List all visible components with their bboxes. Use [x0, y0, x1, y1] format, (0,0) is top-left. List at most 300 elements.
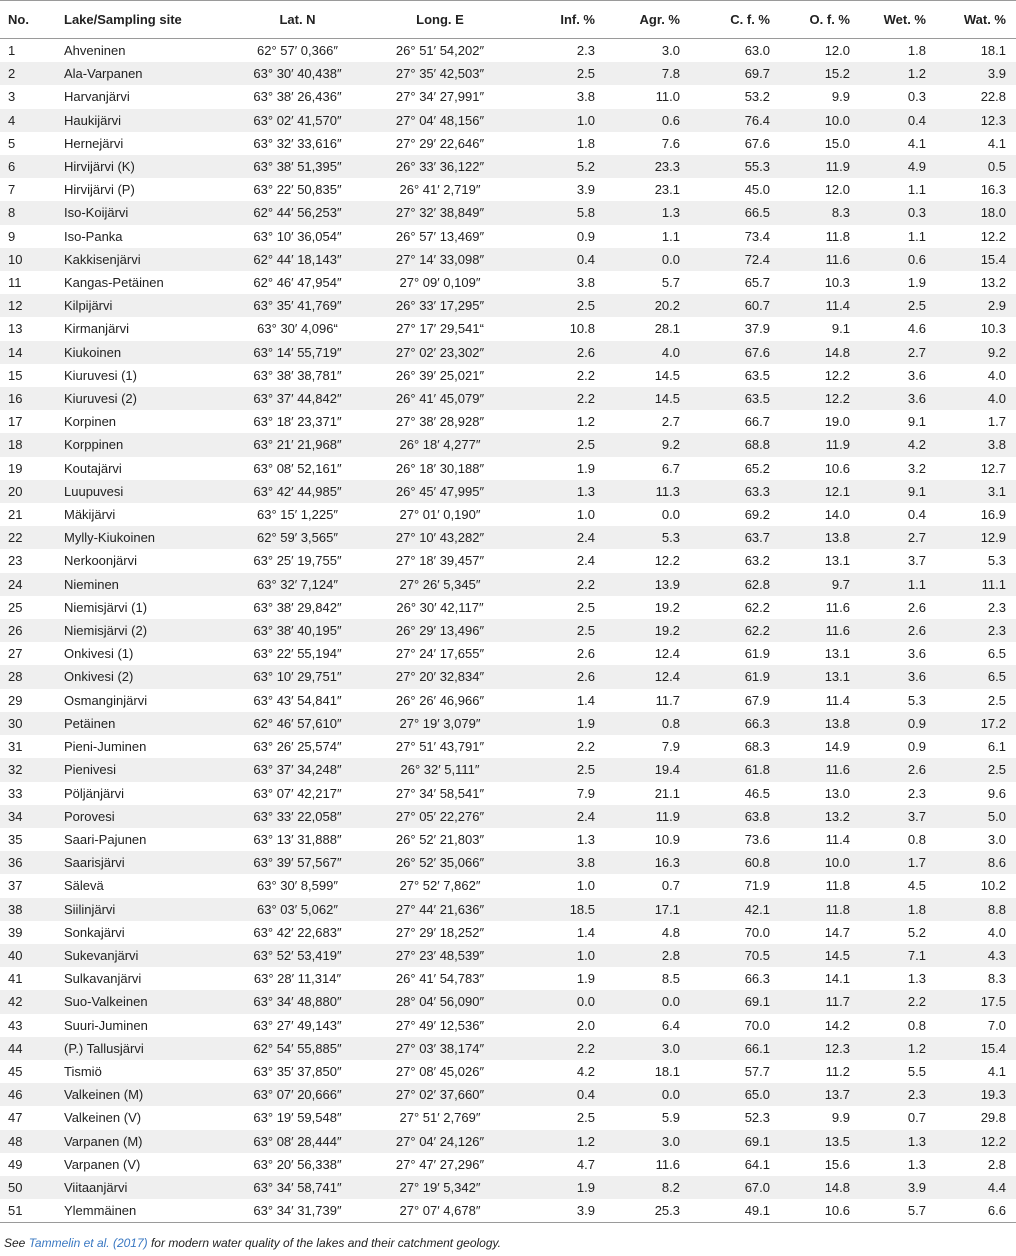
footnote-reference-link[interactable]: Tammelin et al. (2017)	[28, 1236, 148, 1250]
cell-lake-name: Pieni-Juminen	[64, 739, 147, 755]
cell-wat: 18.0	[980, 205, 1006, 221]
cell-agr: 3.0	[661, 1133, 680, 1149]
cell-longitude: 27° 49′ 12,536″	[395, 1017, 485, 1033]
cell-longitude: 26° 45′ 47,995″	[395, 483, 485, 499]
cell-wat: 2.5	[987, 692, 1006, 708]
cell-agr: 11.7	[655, 692, 680, 708]
cell-agr: 12.4	[654, 646, 680, 662]
cell-of: 11.7	[825, 994, 850, 1010]
cell-wet: 1.8	[907, 43, 926, 58]
cell-latitude: 63° 07′ 42,217″	[253, 785, 342, 801]
cell-latitude: 63° 37′ 44,842″	[253, 391, 342, 407]
cell-wat: 6.6	[936, 1199, 1016, 1223]
cell-agr: 21.1	[654, 785, 680, 801]
cell-no: 37	[8, 878, 23, 894]
cell-of: 15.6	[824, 1156, 850, 1172]
table-row	[0, 364, 1016, 387]
cell-agr: 9.2	[661, 437, 680, 453]
cell-agr: 10.9	[654, 831, 680, 847]
cell-cf: 66.7	[744, 414, 770, 430]
cell-agr: 5.9	[661, 1110, 680, 1126]
cell-wet: 0.4	[907, 112, 926, 128]
cell-wet: 3.9	[907, 1179, 926, 1195]
table-row	[0, 828, 1016, 851]
cell-no: 47	[8, 1110, 23, 1126]
cell-cf: 60.7	[744, 298, 770, 314]
cell-agr: 11.0	[655, 89, 680, 105]
cell-agr: 19.2	[654, 599, 680, 615]
cell-of: 11.6	[825, 623, 850, 639]
table-row	[0, 62, 1016, 85]
cell-wet: 2.6	[907, 762, 926, 778]
cell-of: 13.1	[824, 553, 850, 569]
header-lake-site: Lake/Sampling site	[60, 1, 225, 39]
cell-lake-name: Kangas-Petäinen	[64, 275, 164, 291]
cell-inf: 4.7	[576, 1156, 595, 1172]
cell-inf: 2.2	[576, 367, 595, 383]
cell-inf: 2.5	[576, 623, 595, 639]
cell-longitude: 27° 20′ 32,834″	[395, 669, 485, 685]
cell-latitude: 63° 39′ 57,567″	[253, 855, 342, 871]
cell-wat: 8.3	[987, 971, 1006, 987]
cell-latitude: 63° 30′ 40,438″	[253, 66, 342, 82]
cell-wet: 2.7	[907, 344, 926, 360]
table-row	[0, 132, 1016, 155]
cell-wat: 10.3	[980, 321, 1006, 337]
cell-no: 20	[8, 483, 23, 499]
cell-longitude: 27° 04′ 24,126″	[395, 1133, 485, 1149]
cell-inf: 4.2	[576, 1063, 595, 1079]
cell-longitude: 26° 30′ 42,117″	[396, 599, 484, 615]
cell-inf: 2.6	[576, 669, 595, 685]
cell-longitude: 27° 19′ 3,079″	[399, 715, 481, 731]
cell-cf: 61.9	[744, 669, 770, 685]
cell-cf: 69.1	[744, 1133, 770, 1149]
cell-no: 17	[8, 414, 23, 430]
cell-of: 19.0	[824, 414, 850, 430]
cell-latitude: 63° 32′ 7,124″	[257, 576, 338, 592]
cell-no: 43	[8, 1017, 23, 1033]
cell-no: 14	[8, 344, 23, 360]
cell-wet: 2.3	[907, 1087, 926, 1103]
cell-lake-name: Pienivesi	[64, 762, 117, 778]
table-row	[0, 990, 1016, 1013]
header-row	[0, 1, 1016, 39]
header-wet: Wet. %	[860, 1, 936, 39]
cell-inf: 0.4	[576, 251, 595, 267]
cell-lake-name: Luupuvesi	[64, 483, 124, 499]
cell-longitude: 27° 19′ 5,342″	[399, 1179, 481, 1195]
cell-wat: 16.9	[980, 507, 1006, 523]
cell-wet: 7.1	[907, 947, 926, 963]
cell-lake-name: Mylly-Kiukoinen	[64, 530, 156, 546]
cell-of: 11.4	[825, 298, 850, 314]
table-row	[0, 898, 1016, 921]
cell-inf: 1.3	[576, 483, 595, 499]
cell-no: 3	[8, 89, 16, 105]
cell-longitude: 27° 34′ 58,541″	[395, 785, 485, 801]
cell-no: 51	[0, 1199, 60, 1223]
cell-no: 5	[8, 135, 16, 151]
header-no: No.	[0, 1, 60, 39]
cell-lake-name: Hirvijärvi (K)	[64, 159, 135, 175]
cell-cf: 73.6	[744, 831, 770, 847]
cell-latitude: 63° 38′ 40,195″	[253, 623, 342, 639]
cell-no: 45	[8, 1063, 23, 1079]
cell-inf: 1.9	[576, 715, 595, 731]
cell-wet: 5.7	[860, 1199, 936, 1223]
cell-longitude: 26° 51′ 54,202″	[395, 43, 485, 58]
cell-lake-name: Sulkavanjärvi	[64, 971, 142, 987]
cell-latitude: 62° 44′ 18,143″	[253, 251, 342, 267]
table-row	[0, 665, 1016, 688]
cell-lake-name: Suuri-Juminen	[64, 1017, 148, 1033]
cell-no: 39	[8, 924, 23, 940]
cell-agr: 18.1	[654, 1063, 680, 1079]
cell-no: 48	[8, 1133, 23, 1149]
cell-no: 8	[8, 205, 16, 221]
cell-latitude: 62° 44′ 56,253″	[253, 205, 342, 221]
cell-of: 13.2	[824, 808, 850, 824]
table-row	[0, 39, 1016, 63]
cell-no: 19	[8, 460, 23, 476]
cell-wet: 5.5	[907, 1063, 926, 1079]
cell-inf: 2.2	[576, 576, 595, 592]
cell-wat: 7.0	[987, 1017, 1006, 1033]
table-row	[0, 735, 1016, 758]
cell-wet: 0.3	[907, 205, 926, 221]
cell-wet: 1.1	[907, 228, 926, 244]
table-row	[0, 1153, 1016, 1176]
cell-no: 12	[8, 298, 23, 314]
cell-no: 21	[8, 507, 23, 523]
cell-wet: 1.1	[907, 182, 926, 198]
cell-longitude: 27° 35′ 42,503″	[395, 66, 485, 82]
cell-agr: 14.5	[654, 367, 680, 383]
cell-wat: 6.1	[987, 739, 1006, 755]
cell-wat: 16.3	[980, 182, 1006, 198]
cell-inf: 3.8	[576, 275, 595, 291]
cell-lake-name: Valkeinen (M)	[64, 1087, 144, 1103]
cell-of: 9.7	[831, 576, 850, 592]
cell-of: 10.6	[824, 460, 850, 476]
cell-inf: 2.5	[576, 66, 595, 82]
cell-lake-name: Sonkajärvi	[64, 924, 125, 940]
cell-lake-name: Petäinen	[64, 715, 116, 731]
table-row	[0, 1106, 1016, 1129]
cell-cf: 62.2	[744, 623, 770, 639]
cell-wat: 4.1	[987, 1063, 1006, 1079]
cell-cf: 70.0	[744, 1017, 770, 1033]
cell-longitude: 27° 18′ 39,457″	[395, 553, 485, 569]
cell-lake-name: Ahveninen	[64, 43, 126, 58]
cell-wat: 12.3	[980, 112, 1006, 128]
table-row	[0, 1176, 1016, 1199]
cell-of: 11.2	[825, 1063, 850, 1079]
cell-inf: 1.2	[576, 1133, 595, 1149]
cell-cf: 45.0	[744, 182, 770, 198]
cell-wat: 2.3	[987, 623, 1006, 639]
cell-inf: 2.5	[576, 437, 595, 453]
cell-lake-name: Onkivesi (2)	[64, 669, 134, 685]
cell-wet: 5.3	[907, 692, 926, 708]
cell-longitude: 26° 57′ 13,469″	[395, 228, 485, 244]
cell-latitude: 62° 46′ 57,610″	[253, 715, 342, 731]
cell-latitude: 63° 38′ 51,395″	[253, 159, 342, 175]
cell-of: 10.0	[824, 855, 850, 871]
cell-wat: 9.6	[987, 785, 1006, 801]
cell-longitude: 26° 39′ 25,021″	[395, 367, 485, 383]
cell-no: 46	[8, 1087, 23, 1103]
cell-inf: 5.2	[576, 159, 595, 175]
cell-inf: 1.0	[576, 878, 595, 894]
cell-agr: 11.3	[655, 483, 680, 499]
cell-latitude: 63° 20′ 56,338″	[253, 1156, 342, 1172]
cell-no: 9	[8, 228, 16, 244]
cell-latitude: 63° 28′ 11,314″	[253, 971, 342, 987]
cell-lake-name: Iso-Koijärvi	[64, 205, 129, 221]
cell-of: 12.2	[824, 391, 850, 407]
cell-agr: 20.2	[654, 298, 680, 314]
cell-latitude: 63° 35′ 37,850″	[253, 1063, 342, 1079]
cell-no: 28	[8, 669, 23, 685]
cell-longitude: 27° 29′ 18,252″	[395, 924, 485, 940]
cell-latitude: 63° 03′ 5,062″	[257, 901, 338, 917]
cell-cf: 72.4	[744, 251, 770, 267]
cell-latitude: 63° 32′ 33,616″	[253, 135, 342, 151]
cell-wat: 15.4	[980, 1040, 1006, 1056]
cell-of: 15.2	[824, 66, 850, 82]
cell-lake-name: Korpinen	[64, 414, 117, 430]
cell-wat: 4.3	[987, 947, 1006, 963]
cell-wat: 12.7	[980, 460, 1006, 476]
cell-agr: 6.4	[661, 1017, 680, 1033]
table-row	[0, 317, 1016, 340]
cell-longitude: 26° 52′ 21,803″	[395, 831, 485, 847]
cell-no: 4	[8, 112, 16, 128]
cell-no: 2	[8, 66, 16, 82]
cell-agr: 0.0	[661, 994, 680, 1010]
cell-lake-name: Varpanen (V)	[64, 1156, 141, 1172]
cell-inf: 2.6	[576, 646, 595, 662]
cell-lake-name: Tismiö	[64, 1063, 102, 1079]
cell-no: 23	[8, 553, 23, 569]
cell-of: 11.9	[825, 159, 850, 175]
cell-cf: 61.8	[744, 762, 770, 778]
table-row	[0, 294, 1016, 317]
cell-agr: 12.2	[654, 553, 680, 569]
cell-inf: 3.8	[576, 855, 595, 871]
cell-cf: 42.1	[744, 901, 770, 917]
cell-cf: 63.8	[744, 808, 770, 824]
cell-wat: 3.0	[987, 831, 1006, 847]
cell-inf: 2.4	[576, 530, 595, 546]
cell-of: 15.0	[824, 135, 850, 151]
table-row	[0, 967, 1016, 990]
cell-of: 11.4	[825, 692, 850, 708]
cell-latitude: 63° 08′ 52,161″	[253, 460, 342, 476]
cell-no: 38	[8, 901, 23, 917]
cell-inf: 10.8	[569, 321, 595, 337]
table-row	[0, 596, 1016, 619]
cell-cf: 53.2	[744, 89, 770, 105]
cell-no: 34	[8, 808, 23, 824]
cell-cf: 63.7	[744, 530, 770, 546]
cell-lake-name: Pöljänjärvi	[64, 785, 124, 801]
cell-longitude: 27° 24′ 17,655″	[395, 646, 485, 662]
cell-wet: 3.6	[907, 646, 926, 662]
cell-longitude: 27° 01′ 0,190″	[399, 507, 481, 523]
table-row	[0, 109, 1016, 132]
cell-agr: 7.6	[661, 135, 680, 151]
cell-wet: 3.7	[907, 553, 926, 569]
cell-lake-name: Mäkijärvi	[64, 507, 116, 523]
table-row	[0, 433, 1016, 456]
cell-agr: 3.0	[661, 43, 680, 58]
cell-inf: 2.5	[576, 1110, 595, 1126]
cell-latitude: 63° 38′ 29,842″	[253, 599, 342, 615]
cell-agr: 4.0	[661, 344, 680, 360]
cell-longitude: 27° 44′ 21,636″	[395, 901, 485, 917]
cell-wet: 2.7	[907, 530, 926, 546]
cell-wet: 3.6	[907, 669, 926, 685]
table-row	[0, 341, 1016, 364]
cell-of: 11.9	[825, 437, 850, 453]
cell-of: 13.7	[824, 1087, 850, 1103]
cell-inf: 2.0	[576, 1017, 595, 1033]
cell-agr: 2.7	[661, 414, 680, 430]
cell-no: 31	[8, 739, 23, 755]
cell-lake-name: Hirvijärvi (P)	[64, 182, 135, 198]
cell-wat: 13.2	[980, 275, 1006, 291]
cell-agr: 17.1	[654, 901, 680, 917]
cell-cf: 63.2	[744, 553, 770, 569]
cell-wet: 2.6	[907, 599, 926, 615]
cell-no: 11	[8, 275, 22, 291]
cell-latitude: 63° 30′ 8,599″	[257, 878, 338, 894]
table-row	[0, 758, 1016, 781]
cell-agr: 7.8	[661, 66, 680, 82]
table-row	[0, 85, 1016, 108]
cell-agr: 16.3	[654, 855, 680, 871]
table-row	[0, 805, 1016, 828]
cell-latitude: 63° 38′ 38,781″	[253, 367, 342, 383]
cell-of: 14.2	[824, 1017, 850, 1033]
cell-longitude: 26° 32′ 5,111″	[400, 762, 480, 778]
cell-of: 11.6	[825, 762, 850, 778]
cell-longitude: 27° 23′ 48,539″	[395, 947, 485, 963]
cell-no: 1	[8, 43, 16, 58]
table-row	[0, 178, 1016, 201]
cell-inf: 18.5	[569, 901, 595, 917]
footnote-suffix: for modern water quality of the lakes and their catchment geology.	[147, 1236, 501, 1250]
table-row	[0, 851, 1016, 874]
cell-no: 50	[8, 1179, 23, 1195]
cell-longitude: 26° 33′ 36,122″	[395, 159, 485, 175]
cell-of: 12.0	[824, 182, 850, 198]
cell-agr: 14.5	[654, 391, 680, 407]
cell-wet: 1.3	[907, 1133, 926, 1149]
cell-cf: 70.0	[744, 924, 770, 940]
cell-no: 13	[8, 321, 23, 337]
cell-latitude: 63° 22′ 50,835″	[253, 182, 342, 198]
table-row	[0, 712, 1016, 735]
cell-no: 25	[8, 599, 23, 615]
cell-wet: 4.6	[907, 321, 926, 337]
cell-wat: 3.1	[987, 483, 1006, 499]
cell-cf: 65.7	[744, 275, 770, 291]
cell-cf: 67.6	[744, 135, 770, 151]
cell-lake-name: Nerkoonjärvi	[64, 553, 137, 569]
cell-latitude: 63° 34′ 31,739″	[225, 1199, 370, 1223]
table-row	[0, 874, 1016, 897]
cell-longitude: 27° 09′ 0,109″	[399, 275, 481, 291]
cell-wet: 4.5	[907, 878, 926, 894]
cell-agr: 6.7	[661, 460, 680, 476]
cell-of: 12.2	[824, 367, 850, 383]
cell-inf: 0.0	[576, 994, 595, 1010]
cell-inf: 2.4	[576, 553, 595, 569]
cell-cf: 61.9	[744, 646, 770, 662]
cell-no: 10	[8, 251, 23, 267]
cell-of: 14.8	[824, 1179, 850, 1195]
cell-wet: 0.8	[907, 831, 926, 847]
table-row	[0, 1060, 1016, 1083]
cell-of: 12.3	[824, 1040, 850, 1056]
table-row	[0, 1083, 1016, 1106]
cell-latitude: 62° 59′ 3,565″	[257, 530, 338, 546]
cell-lake-name: Viitaanjärvi	[64, 1179, 128, 1195]
cell-cf: 66.1	[744, 1040, 770, 1056]
cell-lake-name: Varpanen (M)	[64, 1133, 143, 1149]
cell-lake-name: Nieminen	[64, 576, 119, 592]
cell-latitude: 63° 22′ 55,194″	[253, 646, 342, 662]
cell-inf: 1.9	[576, 460, 595, 476]
table-row	[0, 387, 1016, 410]
cell-wat: 15.4	[980, 251, 1006, 267]
cell-longitude: 28° 04′ 56,090″	[395, 994, 485, 1010]
cell-inf: 3.9	[576, 182, 595, 198]
cell-wet: 1.3	[907, 1156, 926, 1172]
header-agr: Agr. %	[605, 1, 690, 39]
cell-latitude: 63° 43′ 54,841″	[253, 692, 342, 708]
cell-wet: 1.3	[907, 971, 926, 987]
cell-longitude: 27° 51′ 43,791″	[395, 739, 485, 755]
cell-latitude: 63° 13′ 31,888″	[253, 831, 342, 847]
cell-wet: 1.8	[907, 901, 926, 917]
footnote-prefix: See	[4, 1236, 29, 1250]
cell-longitude: 27° 47′ 27,296″	[395, 1156, 485, 1172]
cell-no: 16	[8, 391, 23, 407]
cell-wat: 2.5	[987, 762, 1006, 778]
cell-wet: 9.1	[907, 483, 926, 499]
cell-inf: 1.4	[576, 924, 595, 940]
cell-wat: 6.5	[987, 669, 1006, 685]
cell-agr: 0.6	[661, 112, 680, 128]
cell-wet: 3.2	[907, 460, 926, 476]
cell-cf: 73.4	[744, 228, 770, 244]
cell-lake-name: Suo-Valkeinen	[64, 994, 148, 1010]
cell-of: 13.8	[824, 715, 850, 731]
cell-longitude: 27° 04′ 48,156″	[395, 112, 485, 128]
cell-agr: 0.0	[661, 507, 680, 523]
cell-cf: 63.0	[744, 43, 770, 58]
cell-agr: 11.9	[655, 808, 680, 824]
cell-of: 8.3	[831, 205, 850, 221]
cell-longitude: 26° 41′ 45,079″	[395, 391, 485, 407]
cell-inf: 2.5	[576, 599, 595, 615]
cell-latitude: 63° 30′ 4,096“	[257, 321, 338, 337]
